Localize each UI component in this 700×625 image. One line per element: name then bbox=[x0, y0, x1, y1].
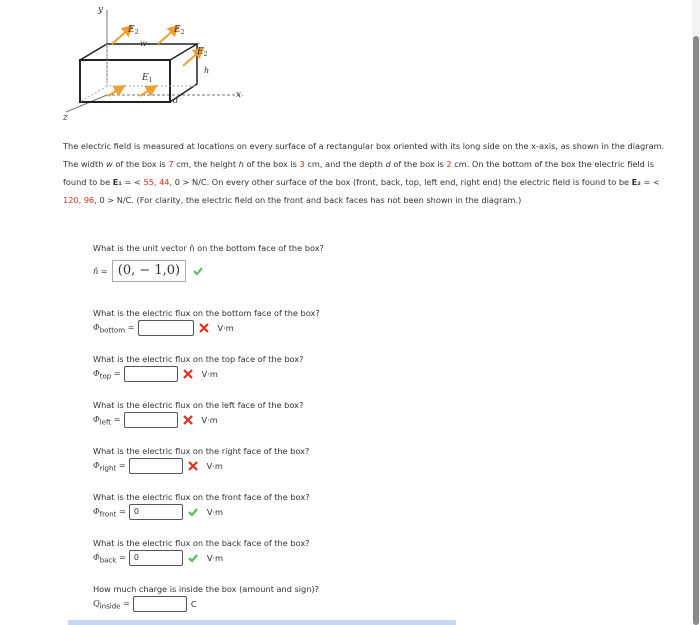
var-d: d bbox=[385, 159, 391, 169]
x-icon bbox=[198, 322, 210, 334]
e1-arrow-left bbox=[108, 86, 124, 96]
question-unit-vector: What is the unit vector n̂ on the bottom face of the box? bbox=[93, 243, 324, 253]
flux-label-back: $\Phi_{back}$ = bbox=[93, 551, 126, 565]
axis-z-label: z bbox=[63, 113, 68, 123]
check-icon bbox=[192, 265, 204, 277]
problem-text: cm, the height bbox=[173, 159, 239, 169]
flux-label-right: $\Phi_{right}$ = bbox=[93, 459, 126, 473]
flux-label-bottom: $\Phi_{bottom}$ = bbox=[93, 321, 135, 335]
box-top-edges bbox=[80, 44, 197, 60]
answer-row-top bbox=[93, 366, 218, 382]
charge-unit: C bbox=[190, 599, 197, 609]
answer-row-left bbox=[93, 412, 218, 428]
charge-input[interactable] bbox=[133, 596, 187, 612]
problem-text: of the box is bbox=[390, 159, 447, 169]
x-icon bbox=[182, 368, 194, 380]
box-front-face bbox=[80, 60, 170, 102]
x-icon bbox=[182, 414, 194, 426]
e2-value: 120, 96 bbox=[63, 195, 95, 205]
answer-row-charge bbox=[93, 596, 197, 612]
answer-row-front bbox=[93, 504, 223, 520]
box-hidden-edge bbox=[80, 86, 107, 102]
question-flux-front: What is the electric flux on the front face of the box? bbox=[93, 492, 310, 502]
flux-unit-right: V·m bbox=[206, 461, 223, 471]
flux-label-left: $\Phi_{left}$ = bbox=[93, 413, 121, 427]
bottom-highlight-bar bbox=[68, 620, 456, 625]
problem-text: The electric field is measured at locations on every surface of a rectangular box oriented with its long side on the x-axis, as shown in the diagram. The width bbox=[63, 141, 665, 169]
e2-label-top-right: $E_2$ bbox=[174, 25, 185, 36]
box-diagram bbox=[60, 0, 260, 125]
e2-label-right: $E_2$ bbox=[197, 47, 208, 58]
answer-row-right bbox=[93, 458, 223, 474]
x-icon bbox=[187, 460, 199, 472]
flux-unit-top: V·m bbox=[201, 369, 218, 379]
problem-text: cm. On the bottom of the box the electric field is found to be bbox=[63, 159, 655, 187]
question-flux-top: What is the electric flux on the top face of the box? bbox=[93, 354, 304, 364]
var-w: w bbox=[106, 159, 113, 169]
flux-unit-front: V·m bbox=[206, 507, 224, 517]
vector-e2: E₂ bbox=[631, 177, 641, 187]
width-value: 7 bbox=[168, 159, 174, 169]
depth-value: 2 bbox=[446, 159, 452, 169]
flux-label-front: $\Phi_{front}$ = bbox=[93, 505, 126, 519]
problem-statement bbox=[63, 137, 678, 209]
problem-text: , 0 > N/C. On every other surface of the box (front, back, top, left end, right end) the electric field is found to be bbox=[169, 177, 632, 187]
e1-value: 55, 44 bbox=[143, 177, 170, 187]
question-flux-left: What is the electric flux on the left face of the box? bbox=[93, 400, 304, 410]
z-axis bbox=[66, 95, 107, 112]
answer-row-unit-vector bbox=[93, 260, 204, 282]
question-charge: How much charge is inside the box (amount and sign)? bbox=[93, 584, 319, 594]
vector-e1: E₁ bbox=[112, 177, 122, 187]
flux-input-left[interactable] bbox=[124, 412, 178, 428]
label-w: w bbox=[140, 39, 147, 48]
flux-input-top[interactable] bbox=[124, 366, 178, 382]
unit-vector-answer[interactable]: (0, − 1,0) bbox=[112, 260, 186, 282]
scrollbar-thumb[interactable] bbox=[693, 36, 699, 625]
flux-unit-bottom: V·m bbox=[217, 323, 234, 333]
flux-label-top: $\Phi_{top}$ = bbox=[93, 367, 121, 381]
flux-unit-left: V·m bbox=[201, 415, 218, 425]
e1-label: $E_1$ bbox=[142, 73, 153, 84]
flux-input-front[interactable]: 0 bbox=[129, 504, 183, 520]
label-h: h bbox=[204, 66, 210, 75]
answer-row-back bbox=[93, 550, 223, 566]
flux-unit-back: V·m bbox=[206, 553, 224, 563]
unit-vector-label: n̂ = bbox=[93, 266, 108, 276]
var-h: h bbox=[238, 159, 244, 169]
label-d: d bbox=[173, 96, 179, 105]
height-value: 3 bbox=[299, 159, 305, 169]
answer-row-bottom bbox=[93, 320, 234, 336]
problem-text: , 0 > N/C. (For clarity, the electric field on the front and back faces has not been shown in the diagram.) bbox=[94, 195, 522, 205]
problem-text: = < bbox=[640, 177, 660, 187]
problem-text: of the box is bbox=[112, 159, 169, 169]
problem-text: cm, and the depth bbox=[304, 159, 386, 169]
flux-input-bottom[interactable] bbox=[138, 320, 194, 336]
problem-text: of the box is bbox=[243, 159, 300, 169]
question-flux-back: What is the electric flux on the back face of the box? bbox=[93, 538, 310, 548]
question-flux-right: What is the electric flux on the right face of the box? bbox=[93, 446, 310, 456]
question-flux-bottom: What is the electric flux on the bottom face of the box? bbox=[93, 308, 320, 318]
charge-label: $Q_{inside}$ = bbox=[93, 597, 130, 611]
problem-text: = < bbox=[121, 177, 144, 187]
check-icon bbox=[187, 552, 199, 564]
e2-label-top-left: $E_2$ bbox=[128, 25, 139, 36]
flux-input-back[interactable]: 0 bbox=[129, 550, 183, 566]
axis-y-label: y bbox=[98, 5, 104, 15]
check-icon bbox=[187, 506, 199, 518]
flux-input-right[interactable] bbox=[129, 458, 183, 474]
axis-x-label: x bbox=[236, 90, 242, 100]
